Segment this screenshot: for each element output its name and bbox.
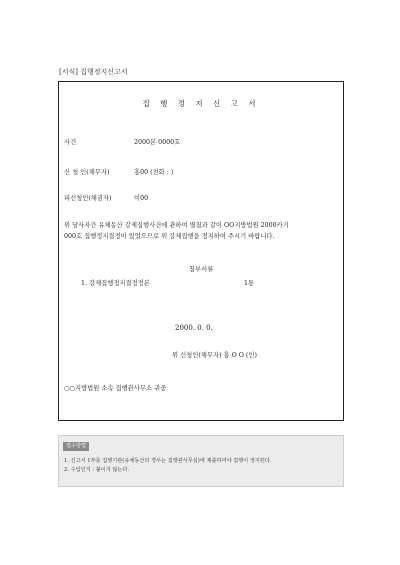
attachment-quantity: 1통	[244, 280, 255, 287]
signature-line: 위 신청인(채무자) 홍 O O (인)	[172, 352, 257, 359]
form-header-label: [서식] 집행정지신고서	[59, 68, 128, 76]
filing-date: 2000. 0. 0.	[175, 324, 213, 332]
body-line-1: 위 당사자간 유체동산 강제집행사건에 관하여 별첨과 같이 OO지방법원 2000카기	[64, 222, 289, 229]
note-item: 1. 신고서 1부를 집행기관(유체동산의 경우는 집행관사무실)에 제출하여야 집행이 정지된다.	[64, 458, 272, 464]
case-value: 2000본 0000호	[134, 139, 181, 146]
notes-list	[64, 457, 272, 475]
applicant-label: 신 청 인(채무자)	[64, 169, 110, 176]
filing-notes-box	[58, 435, 344, 487]
applicant-value: 홍00 (전화 : )	[134, 169, 174, 176]
respondent-label: 피신청인(채권자)	[64, 195, 112, 202]
body-line-2: 000호 집행정지결정이 있었으므로 위 강제집행을 정지하여 주시기 바랍니다.	[64, 232, 275, 240]
recipient-line: ○○지방법원 소속 집행관사무소 귀중	[64, 385, 167, 392]
respondent-value: 이00	[134, 195, 149, 202]
attachments-heading: 첨부서류	[188, 266, 214, 273]
body-paragraph	[64, 221, 336, 242]
case-label: 사건	[64, 139, 77, 146]
form-frame	[58, 81, 344, 421]
form-title: 집 행 정 지 신 고 서	[142, 99, 260, 108]
notes-badge: 접수방법	[63, 442, 89, 451]
attachment-item: 1. 강제집행정지결정정본	[81, 280, 150, 287]
note-item: 2. 수입인지 : 붙이지 않는다.	[64, 467, 130, 473]
